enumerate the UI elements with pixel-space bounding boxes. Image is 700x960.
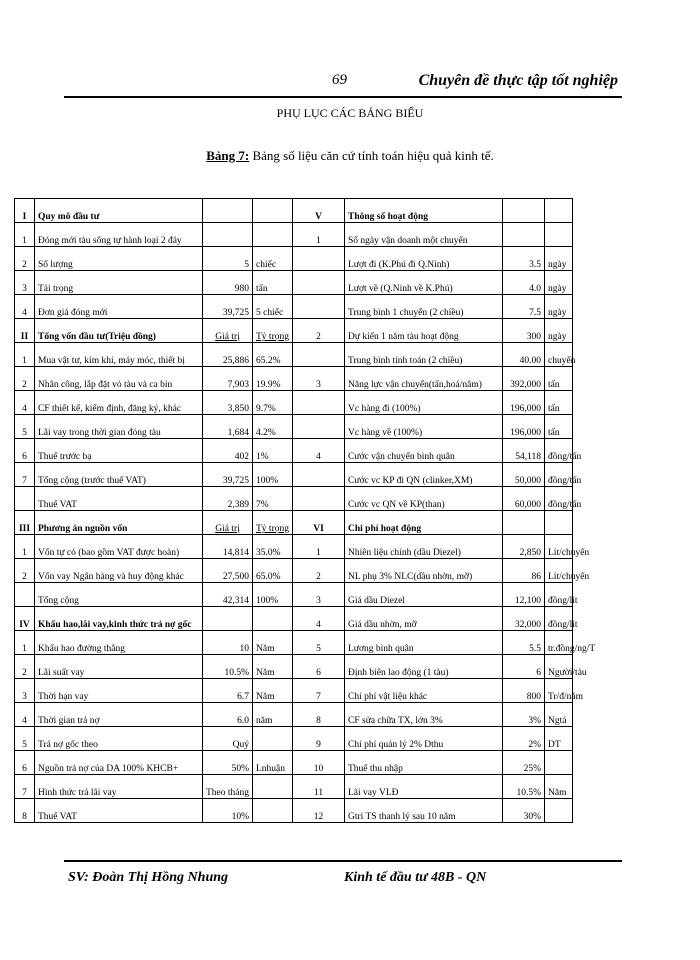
table-cell: Trung bình tính toán (2 chiều) <box>345 343 503 367</box>
table-cell: 35.0% <box>253 535 293 559</box>
table-caption-label: Bảng 7: <box>206 148 250 163</box>
table-cell: Thuế trước bạ <box>35 439 203 463</box>
table-cell: Nhiên liệu chính (dầu Diezel) <box>345 535 503 559</box>
table-cell: 2 <box>15 559 35 583</box>
table-cell: 10.5% <box>503 775 545 799</box>
table-cell: DT <box>545 727 573 751</box>
table-cell: Lương bình quân <box>345 631 503 655</box>
class-name: Kinh tế đầu tư 48B - QN <box>344 870 487 885</box>
document-title: Chuyên đề thực tập tốt nghiệp <box>418 72 618 89</box>
table-cell: 27,500 <box>203 559 253 583</box>
table-row <box>15 319 573 343</box>
table-caption-text: Bảng số liệu căn cứ tính toán hiệu quả kinh tế. <box>249 148 494 163</box>
table-cell: 7 <box>15 463 35 487</box>
table-cell: 1,684 <box>203 415 253 439</box>
table-row <box>15 343 573 367</box>
table-cell: 10 <box>203 631 253 655</box>
table-cell: Cước vc KP đi QN (clinker,XM) <box>345 463 503 487</box>
table-cell: Trả nợ gốc theo <box>35 727 203 751</box>
table-cell: chuyến <box>545 343 573 367</box>
table-cell <box>545 799 573 823</box>
table-cell: 2 <box>15 367 35 391</box>
table-cell <box>293 295 345 319</box>
table-cell: NL phụ 3% NLC(dầu nhờn, mỡ) <box>345 559 503 583</box>
table-cell: 6.7 <box>203 679 253 703</box>
table-cell: Lnhuận <box>253 751 293 775</box>
table-cell <box>545 751 573 775</box>
table-cell: 100% <box>253 463 293 487</box>
table-cell: 65.0% <box>253 559 293 583</box>
table-cell: Theo tháng <box>203 775 253 799</box>
table-cell: Giá trị <box>203 511 253 535</box>
table-cell: IV <box>15 607 35 631</box>
table-cell: năm <box>253 703 293 727</box>
table-cell: Vốn vay Ngân hàng và huy động khác <box>35 559 203 583</box>
table-cell: 3.5 <box>503 247 545 271</box>
table-cell: CF thiết kế, kiểm định, đăng ký, khác <box>35 391 203 415</box>
table-cell: 1 <box>15 223 35 247</box>
table-cell: 10% <box>203 799 253 823</box>
table-cell: 5 <box>15 727 35 751</box>
table-cell: 14,814 <box>203 535 253 559</box>
table-cell: Thông số hoạt động <box>345 199 503 223</box>
table-row <box>15 415 573 439</box>
table-cell <box>15 487 35 511</box>
table-row <box>15 799 573 823</box>
table-cell: 392,000 <box>503 367 545 391</box>
table-cell: Vốn tự có (bao gồm VAT được hoàn) <box>35 535 203 559</box>
table-cell: 196,000 <box>503 391 545 415</box>
table-cell: 800 <box>503 679 545 703</box>
table-row <box>15 607 573 631</box>
table-cell: ngày <box>545 319 573 343</box>
table-cell <box>293 415 345 439</box>
table-cell <box>253 607 293 631</box>
table-cell: 1 <box>293 535 345 559</box>
table-cell: 4 <box>15 295 35 319</box>
table-cell: Chi phí hoạt động <box>345 511 503 535</box>
table-cell: Số ngày vận doanh một chuyến <box>345 223 503 247</box>
table-cell <box>293 271 345 295</box>
table-cell: tấn <box>545 391 573 415</box>
table-cell: Vc hàng về (100%) <box>345 415 503 439</box>
table-cell: đồng/lít <box>545 583 573 607</box>
table-cell <box>503 511 545 535</box>
table-cell: Lãi suất vay <box>35 655 203 679</box>
table-cell: 32,000 <box>503 607 545 631</box>
table-cell: 12,100 <box>503 583 545 607</box>
table-cell: 11 <box>293 775 345 799</box>
table-cell <box>203 607 253 631</box>
economic-data-table <box>14 198 596 823</box>
table-cell: 3 <box>293 583 345 607</box>
table-cell: 30% <box>503 799 545 823</box>
table-cell: Tổng cộng <box>35 583 203 607</box>
student-name: SV: Đoàn Thị Hồng Nhung <box>68 870 229 885</box>
table-cell: 54,118 <box>503 439 545 463</box>
table-row <box>15 391 573 415</box>
table-cell <box>293 487 345 511</box>
table-cell: 100% <box>253 583 293 607</box>
table-row <box>15 271 573 295</box>
table-cell: 6 <box>293 655 345 679</box>
table-cell: 2 <box>15 247 35 271</box>
table-cell: Hình thức trả lãi vay <box>35 775 203 799</box>
table-cell: VI <box>293 511 345 535</box>
table-cell: Tỷ trọng <box>253 319 293 343</box>
table-cell: 4 <box>15 703 35 727</box>
table-row <box>15 511 573 535</box>
table-cell: Giá trị <box>203 319 253 343</box>
table-cell: Năng lực vận chuyển(tấn,hoá/năm) <box>345 367 503 391</box>
table-cell: Cước vc QN về KP(than) <box>345 487 503 511</box>
table-cell: 196,000 <box>503 415 545 439</box>
table-cell: 2,850 <box>503 535 545 559</box>
table-cell: 3 <box>15 271 35 295</box>
table-cell <box>503 199 545 223</box>
table-cell: 3 <box>293 367 345 391</box>
table-cell: 402 <box>203 439 253 463</box>
table-cell: tấn <box>545 367 573 391</box>
table-cell: 5 <box>203 247 253 271</box>
table-cell <box>253 799 293 823</box>
table-cell: III <box>15 511 35 535</box>
table-cell: 1 <box>293 223 345 247</box>
table-cell: Lượt đi (K.Phú đi Q.Ninh) <box>345 247 503 271</box>
table-cell: Tỷ trọng <box>253 511 293 535</box>
table-row <box>15 367 573 391</box>
table-cell: 25% <box>503 751 545 775</box>
table-cell: Định biên lao động (1 tàu) <box>345 655 503 679</box>
table-cell <box>545 511 573 535</box>
table-cell: 2,389 <box>203 487 253 511</box>
table-cell: đồng/tấn <box>545 463 573 487</box>
table-cell: 6 <box>503 655 545 679</box>
table-row <box>15 703 573 727</box>
table-cell <box>293 391 345 415</box>
table-cell: Đóng mới tàu sông tự hành loại 2 đáy <box>35 223 203 247</box>
table-cell: 3 <box>15 679 35 703</box>
table-row <box>15 223 573 247</box>
table-cell: 4 <box>293 439 345 463</box>
table-cell <box>253 199 293 223</box>
page-number: 69 <box>332 72 347 88</box>
table-cell: Số lượng <box>35 247 203 271</box>
table-cell: 39,725 <box>203 295 253 319</box>
table-cell: ngày <box>545 295 573 319</box>
table-cell: I <box>15 199 35 223</box>
footer-divider <box>64 860 622 862</box>
table-cell: đồng/tấn <box>545 439 573 463</box>
table-cell: 1 <box>15 535 35 559</box>
table-cell: Cước vận chuyển bình quân <box>345 439 503 463</box>
table-cell <box>203 223 253 247</box>
table-cell: 10.5% <box>203 655 253 679</box>
table-cell: 5.5 <box>503 631 545 655</box>
table-cell <box>253 223 293 247</box>
table-cell: 7% <box>253 487 293 511</box>
table-cell: 8 <box>15 799 35 823</box>
table-cell: đồng/tấn <box>545 487 573 511</box>
table-cell: Lít/chuyến <box>545 535 573 559</box>
table-cell: Quy mô đầu tư <box>35 199 203 223</box>
table-cell: CF sửa chữa TX, lớn 3% <box>345 703 503 727</box>
table-cell: Lãi vay trong thời gian đóng tàu <box>35 415 203 439</box>
table-cell <box>253 775 293 799</box>
table-cell: 5 <box>15 415 35 439</box>
table-cell: II <box>15 319 35 343</box>
table-cell <box>15 583 35 607</box>
table-cell: Tr/đ/năm <box>545 679 573 703</box>
table-cell: 7 <box>15 775 35 799</box>
table-cell: 2 <box>293 319 345 343</box>
table-cell: 9 <box>293 727 345 751</box>
table-cell: 1 <box>15 631 35 655</box>
table-cell: Thuế VAT <box>35 487 203 511</box>
table-cell: 12 <box>293 799 345 823</box>
table-cell: Người/tàu <box>545 655 573 679</box>
table-row <box>15 295 573 319</box>
table-cell: 6 <box>15 439 35 463</box>
table-cell: Thời hạn vay <box>35 679 203 703</box>
table-cell: 7.5 <box>503 295 545 319</box>
table-row <box>15 775 573 799</box>
table-row <box>15 199 573 223</box>
table-cell: 9.7% <box>253 391 293 415</box>
table-cell: Giá dầu nhờn, mỡ <box>345 607 503 631</box>
table-cell: 6.0 <box>203 703 253 727</box>
table-cell: V <box>293 199 345 223</box>
table-cell: 65.2% <box>253 343 293 367</box>
table-row <box>15 463 573 487</box>
table-row <box>15 679 573 703</box>
table-cell: 25,886 <box>203 343 253 367</box>
table-cell: Năm <box>253 631 293 655</box>
table-cell: 86 <box>503 559 545 583</box>
table-cell: Thuế thu nhập <box>345 751 503 775</box>
table-cell <box>293 247 345 271</box>
table-cell: 3% <box>503 703 545 727</box>
table-cell: đồng/lít <box>545 607 573 631</box>
table-row <box>15 631 573 655</box>
table-cell: 60,000 <box>503 487 545 511</box>
table-cell <box>253 727 293 751</box>
table-cell <box>545 199 573 223</box>
table-cell: Năm <box>253 679 293 703</box>
table-caption <box>0 148 700 164</box>
table-cell: Tổng cộng (trước thuế VAT) <box>35 463 203 487</box>
table-cell: Khấu hao đường thẳng <box>35 631 203 655</box>
table-row <box>15 655 573 679</box>
table-cell: Gtri TS thanh lý sau 10 năm <box>345 799 503 823</box>
table-row <box>15 247 573 271</box>
table-row <box>15 487 573 511</box>
table-cell: 300 <box>503 319 545 343</box>
table-cell: Lượt về (Q.Ninh về K.Phú) <box>345 271 503 295</box>
table-cell: 2 <box>15 655 35 679</box>
table-cell: 4.0 <box>503 271 545 295</box>
table-cell: 5 <box>293 631 345 655</box>
table-cell: Năm <box>545 775 573 799</box>
table-cell: tr.đồng/ng/T <box>545 631 573 655</box>
table-cell <box>503 223 545 247</box>
table-cell: 19.9% <box>253 367 293 391</box>
table-cell: Nhân công, lắp đặt vỏ tàu và ca bin <box>35 367 203 391</box>
table-cell: 4 <box>15 391 35 415</box>
table-cell: 40.00 <box>503 343 545 367</box>
table-cell: Chi phí quản lý 2% Dthu <box>345 727 503 751</box>
table-cell <box>545 223 573 247</box>
table-cell: 1% <box>253 439 293 463</box>
table-cell: Quý <box>203 727 253 751</box>
table-cell: 2 <box>293 559 345 583</box>
table-cell: Chi phí vật liệu khác <box>345 679 503 703</box>
table-cell: ngày <box>545 271 573 295</box>
table-cell: Giá dầu Diezel <box>345 583 503 607</box>
table-cell: Tổng vốn đầu tư(Triệu đồng) <box>35 319 203 343</box>
table-cell: Năm <box>253 655 293 679</box>
table-cell: tấn <box>545 415 573 439</box>
table-cell: Dự kiến 1 năm tàu hoạt động <box>345 319 503 343</box>
table-cell: Vc hàng đi (100%) <box>345 391 503 415</box>
table-cell: Đơn giá đóng mới <box>35 295 203 319</box>
table-row <box>15 727 573 751</box>
table-cell: 7,903 <box>203 367 253 391</box>
appendix-title: PHỤ LỤC CÁC BẢNG BIỂU <box>276 106 424 120</box>
table-cell: Tải trọng <box>35 271 203 295</box>
table-cell: Trung bình 1 chuyến (2 chiều) <box>345 295 503 319</box>
table-cell: Thuế VAT <box>35 799 203 823</box>
table-cell: 39,725 <box>203 463 253 487</box>
table-cell: 4 <box>293 607 345 631</box>
table-row <box>15 751 573 775</box>
table-cell: Nguồn trả nợ của DA 100% KHCB+ <box>35 751 203 775</box>
table-cell: Thời gian trả nợ <box>35 703 203 727</box>
table-cell <box>203 199 253 223</box>
table-cell <box>293 463 345 487</box>
table-cell: 1 <box>15 343 35 367</box>
table-cell: 2% <box>503 727 545 751</box>
table-row <box>15 583 573 607</box>
table-cell: 980 <box>203 271 253 295</box>
table-cell: 5 chiếc <box>253 295 293 319</box>
table-cell: Lãi vay VLĐ <box>345 775 503 799</box>
table-cell: ngày <box>545 247 573 271</box>
table-cell: 50% <box>203 751 253 775</box>
table-cell: Lít/chuyến <box>545 559 573 583</box>
table-cell <box>293 343 345 367</box>
table-cell: 42,314 <box>203 583 253 607</box>
table-cell: Khấu hao,lãi vay,kinh thức trả nợ gốc <box>35 607 203 631</box>
table-row <box>15 559 573 583</box>
table-row <box>15 535 573 559</box>
table-cell: tấn <box>253 271 293 295</box>
table-cell: 50,000 <box>503 463 545 487</box>
table-cell: 3,850 <box>203 391 253 415</box>
table-cell: 7 <box>293 679 345 703</box>
table-cell: Phương án nguồn vốn <box>35 511 203 535</box>
table-cell: 8 <box>293 703 345 727</box>
table-cell: 4.2% <box>253 415 293 439</box>
table-cell: 10 <box>293 751 345 775</box>
table-cell: chiếc <box>253 247 293 271</box>
header-divider <box>64 96 622 98</box>
table-cell: Mua vật tư, kim khí, máy móc, thiết bị <box>35 343 203 367</box>
table-row <box>15 439 573 463</box>
table-cell: 6 <box>15 751 35 775</box>
table-cell: Ngtá <box>545 703 573 727</box>
